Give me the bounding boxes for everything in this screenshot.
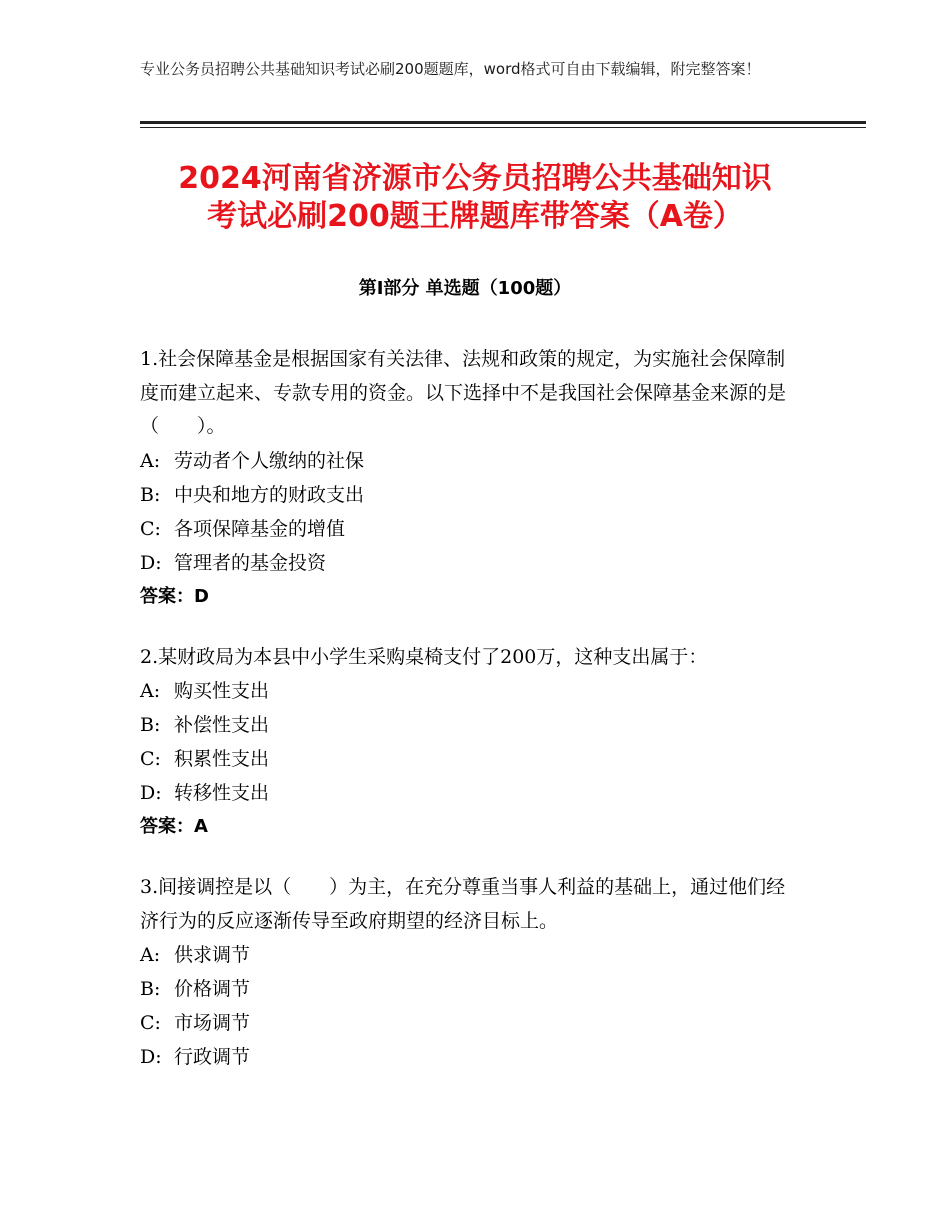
option-text: 市场调节 xyxy=(174,1012,251,1034)
option-text: 行政调节 xyxy=(174,1046,251,1068)
question-answer: 答案：A xyxy=(140,816,208,837)
option-text: 积累性支出 xyxy=(174,748,270,770)
question-option-b xyxy=(140,478,800,512)
question-1 xyxy=(140,343,800,614)
question-stem: 1.社会保障基金是根据国家有关法律、法规和政策的规定，为实施社会保障制度而建立起来、专款专用的资金。以下选择中不是我国社会保障基金来源的是（ ）。 xyxy=(140,348,787,437)
option-key: D: xyxy=(140,782,162,804)
question-option-d xyxy=(140,776,800,810)
question-option-b xyxy=(140,708,800,742)
section-title: 第Ⅰ部分 单选题（100题） xyxy=(358,278,572,299)
question-option-a xyxy=(140,674,800,708)
question-answer: 答案：D xyxy=(140,585,209,607)
option-key: B: xyxy=(140,978,161,1000)
option-text: 补偿性支出 xyxy=(174,714,270,736)
option-text: 购买性支出 xyxy=(174,680,270,702)
option-key: A: xyxy=(140,680,161,702)
question-2 xyxy=(140,641,800,845)
document-title xyxy=(80,160,870,236)
option-key: A: xyxy=(140,944,161,966)
question-stem: 2.某财政局为本县中小学生采购桌椅支付了200万，这种支出属于： xyxy=(140,645,708,668)
header-rule-thin xyxy=(140,127,866,128)
option-key: C: xyxy=(140,517,161,540)
question-stem: 3.间接调控是以（ ）为主，在充分尊重当事人利益的基础上，通过他们经济行为的反应逐渐传导至政府期望的经济目标上。 xyxy=(140,876,786,932)
question-3 xyxy=(140,871,800,1074)
option-text: 价格调节 xyxy=(174,978,251,1000)
option-key: A: xyxy=(140,449,161,472)
document-title-line-1: 2024河南省济源市公务员招聘公共基础知识 xyxy=(178,161,772,196)
question-option-d xyxy=(140,1040,800,1074)
question-option-c xyxy=(140,1006,800,1040)
option-key: D: xyxy=(140,1046,162,1068)
header-note: 专业公务员招聘公共基础知识考试必刷200题题库，word格式可自由下载编辑，附完整答案！ xyxy=(140,60,761,78)
document-title-line-2: 考试必刷200题王牌题库带答案（A卷） xyxy=(207,199,743,234)
option-key: B: xyxy=(140,714,161,736)
option-key: D: xyxy=(140,551,162,574)
question-option-c xyxy=(140,512,800,546)
question-option-a xyxy=(140,938,800,972)
option-text: 中央和地方的财政支出 xyxy=(174,483,365,506)
option-text: 供求调节 xyxy=(174,944,251,966)
option-text: 劳动者个人缴纳的社保 xyxy=(174,449,365,472)
question-option-d xyxy=(140,546,800,580)
option-text: 各项保障基金的增值 xyxy=(174,517,346,540)
option-key: B: xyxy=(140,483,161,506)
question-option-c xyxy=(140,742,800,776)
question-option-a xyxy=(140,444,800,478)
option-text: 管理者的基金投资 xyxy=(174,551,327,574)
option-key: C: xyxy=(140,1012,161,1034)
option-text: 转移性支出 xyxy=(174,782,270,804)
question-list xyxy=(140,343,800,1101)
header-rule-thick xyxy=(140,121,866,124)
option-key: C: xyxy=(140,748,161,770)
question-option-b xyxy=(140,972,800,1006)
